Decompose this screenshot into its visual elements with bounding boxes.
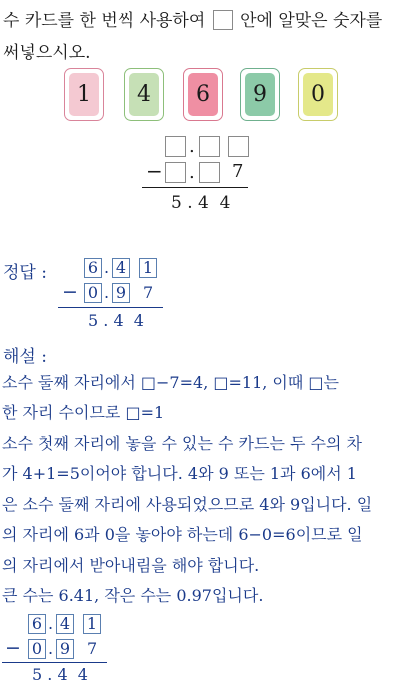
final-digit-box: 6 (28, 614, 46, 634)
number-card-4 (124, 68, 164, 121)
blank-ones-top (165, 136, 186, 157)
minus-sign: − (5, 637, 21, 659)
answer-digit-box: 9 (112, 283, 130, 303)
explanation-line: 의 자리에서 받아내림을 해야 합니다. (2, 556, 260, 575)
blank-tenths-top (199, 136, 220, 157)
answer-digit-box: 1 (139, 258, 157, 278)
decimal-point: . (189, 136, 195, 157)
card-value: 6 (196, 82, 210, 107)
minus-sign: − (62, 281, 78, 303)
blank-ones-bottom (165, 162, 186, 183)
decimal-point: . (48, 639, 54, 658)
answer-digit-box: 6 (84, 258, 102, 278)
blank-hundredths-top (228, 136, 249, 157)
digit-seven: 7 (232, 161, 244, 182)
final-rule (2, 662, 107, 663)
final-digit-box: 1 (83, 614, 101, 634)
equation-rule (142, 187, 248, 188)
question-text-1: 수 카드를 한 번씩 사용하여 (3, 11, 206, 31)
card-value: 0 (311, 82, 325, 107)
blank-tenths-bottom (199, 162, 220, 183)
answer-rule (58, 307, 163, 308)
number-card-1 (64, 68, 104, 121)
final-digit-box: 9 (56, 639, 74, 659)
card-value: 4 (137, 82, 151, 107)
decimal-point: . (48, 614, 54, 633)
explanation-line: 한 자리 수이므로 □=1 (2, 403, 165, 422)
explanation-line: 은 소수 둘째 자리에 사용되었으므로 4와 9입니다. 일 (2, 495, 373, 514)
answer-digit-box: 0 (84, 283, 102, 303)
digit-seven: 7 (87, 639, 98, 658)
answer-digit-box: 4 (112, 258, 130, 278)
explanation-line: 큰 수는 6.41, 작은 수는 0.97입니다. (2, 586, 264, 605)
question-line-1 (3, 6, 382, 31)
decimal-point: . (104, 283, 110, 302)
answer-result: 5 . 4 4 (88, 311, 144, 330)
digit-seven: 7 (143, 283, 154, 302)
final-digit-box: 0 (28, 639, 46, 659)
decimal-point: . (104, 258, 110, 277)
blank-box-icon (213, 10, 233, 30)
explanation-line: 소수 둘째 자리에서 □−7=4, □=11, 이때 □는 (2, 373, 339, 392)
final-result: 5 . 4 4 (32, 665, 88, 684)
equation-result: 5 . 4 4 (171, 193, 231, 213)
number-card-0 (298, 68, 338, 121)
explanation-label: 해설 : (3, 347, 47, 367)
answer-label: 정답 : (3, 263, 47, 283)
decimal-point: . (189, 162, 195, 183)
explanation-line: 소수 첫째 자리에 놓을 수 있는 수 카드는 두 수의 차 (2, 434, 362, 453)
question-text-2: 안에 알맞은 숫자를 (240, 11, 383, 31)
card-value: 1 (77, 82, 91, 107)
minus-sign: − (146, 159, 163, 183)
number-card-9 (240, 68, 280, 121)
question-line-2: 써넣으시오. (3, 43, 91, 63)
explanation-line: 의 자리에 6과 0을 놓아야 하는데 6−0=6이므로 일 (2, 525, 363, 544)
number-card-6 (183, 68, 223, 121)
card-value: 9 (253, 82, 267, 107)
explanation-line: 가 4+1=5이어야 합니다. 4와 9 또는 1과 6에서 1 (2, 464, 357, 483)
final-digit-box: 4 (56, 614, 74, 634)
